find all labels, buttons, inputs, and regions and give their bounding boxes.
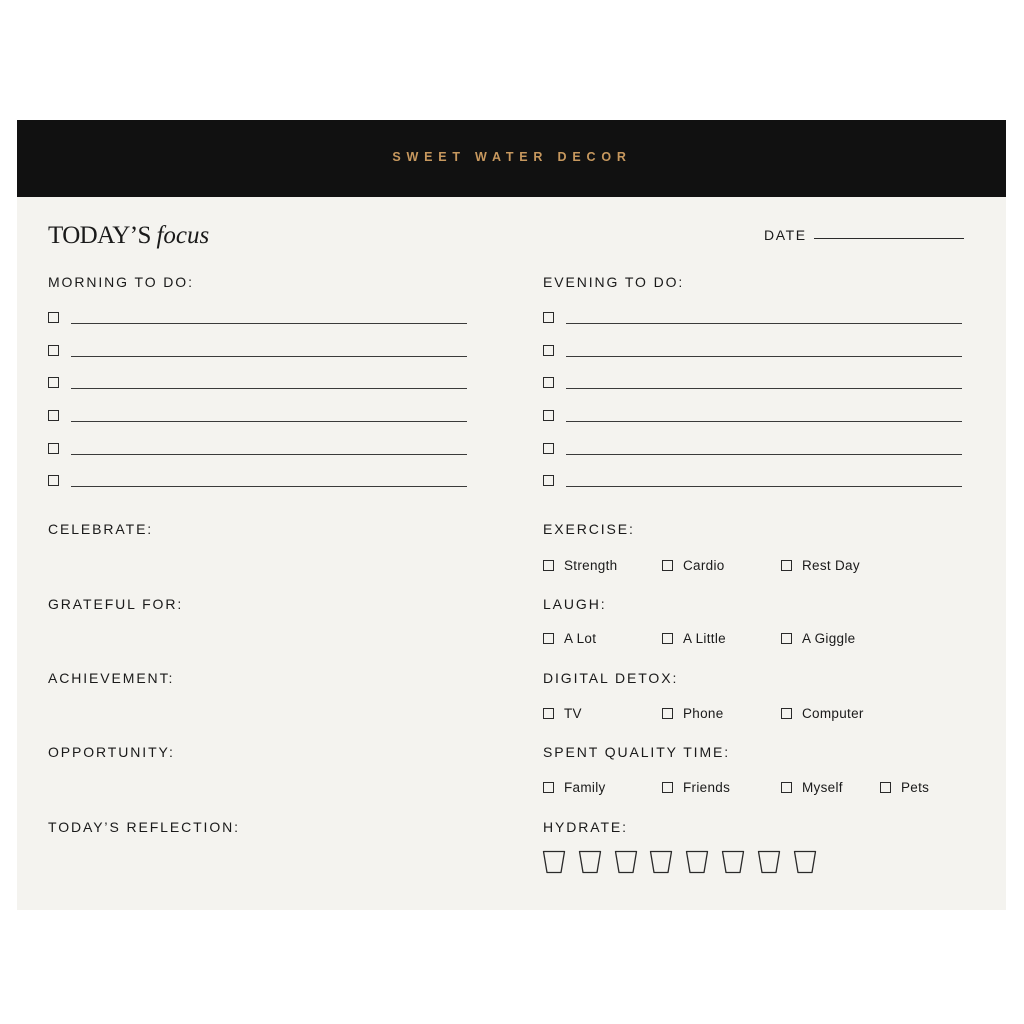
option-label: Family bbox=[564, 780, 606, 795]
option-label: Pets bbox=[901, 780, 930, 795]
evening-todo-line[interactable] bbox=[566, 454, 962, 455]
water-cup-icon[interactable] bbox=[542, 850, 566, 874]
option-checkbox[interactable] bbox=[543, 708, 554, 719]
option-label: Friends bbox=[683, 780, 731, 795]
evening-todo-checkbox[interactable] bbox=[543, 475, 554, 486]
option-label: A Lot bbox=[564, 631, 597, 646]
morning-todo-checkbox[interactable] bbox=[48, 377, 59, 388]
evening-todo-checkbox[interactable] bbox=[543, 410, 554, 421]
option-checkbox[interactable] bbox=[662, 708, 673, 719]
water-cup-icon[interactable] bbox=[614, 850, 638, 874]
morning-todo-line[interactable] bbox=[71, 421, 467, 422]
title-main: TODAY’S bbox=[48, 222, 151, 249]
option-label: Computer bbox=[802, 706, 864, 721]
option-checkbox[interactable] bbox=[662, 782, 673, 793]
date-field[interactable] bbox=[814, 238, 964, 239]
morning-todo-checkbox[interactable] bbox=[48, 312, 59, 323]
water-cup-icon[interactable] bbox=[757, 850, 781, 874]
option-checkbox[interactable] bbox=[781, 782, 792, 793]
option-label: Cardio bbox=[683, 558, 725, 573]
morning-todo-checkbox[interactable] bbox=[48, 345, 59, 356]
option-checkbox[interactable] bbox=[781, 560, 792, 571]
option-checkbox[interactable] bbox=[662, 633, 673, 644]
option-label: Myself bbox=[802, 780, 843, 795]
option-checkbox[interactable] bbox=[543, 782, 554, 793]
morning-todo-line[interactable] bbox=[71, 454, 467, 455]
grateful-heading: GRATEFUL FOR: bbox=[48, 596, 184, 612]
evening-todo-line[interactable] bbox=[566, 323, 962, 324]
option-checkbox[interactable] bbox=[880, 782, 891, 793]
morning-todo-line[interactable] bbox=[71, 323, 467, 324]
morning-todo-line[interactable] bbox=[71, 486, 467, 487]
digital-detox-heading: DIGITAL DETOX: bbox=[543, 670, 679, 686]
water-cup-icon[interactable] bbox=[649, 850, 673, 874]
option-label: TV bbox=[564, 706, 582, 721]
hydrate-heading: HYDRATE: bbox=[543, 819, 628, 835]
evening-todo-checkbox[interactable] bbox=[543, 345, 554, 356]
laugh-heading: LAUGH: bbox=[543, 596, 607, 612]
morning-todo-checkbox[interactable] bbox=[48, 475, 59, 486]
option-label: A Little bbox=[683, 631, 726, 646]
date-label: DATE bbox=[764, 227, 807, 243]
option-label: Phone bbox=[683, 706, 724, 721]
morning-todo-checkbox[interactable] bbox=[48, 410, 59, 421]
opportunity-heading: OPPORTUNITY: bbox=[48, 744, 175, 760]
option-checkbox[interactable] bbox=[781, 708, 792, 719]
option-label: A Giggle bbox=[802, 631, 856, 646]
evening-todo-line[interactable] bbox=[566, 421, 962, 422]
quality-time-heading: SPENT QUALITY TIME: bbox=[543, 744, 731, 760]
achievement-heading: ACHIEVEMENT: bbox=[48, 670, 175, 686]
celebrate-heading: CELEBRATE: bbox=[48, 521, 154, 537]
option-label: Rest Day bbox=[802, 558, 860, 573]
morning-todo-heading: MORNING TO DO: bbox=[48, 274, 194, 290]
morning-todo-line[interactable] bbox=[71, 356, 467, 357]
evening-todo-checkbox[interactable] bbox=[543, 377, 554, 388]
morning-todo-line[interactable] bbox=[71, 388, 467, 389]
option-checkbox[interactable] bbox=[781, 633, 792, 644]
evening-todo-heading: EVENING TO DO: bbox=[543, 274, 685, 290]
brand-name: SWEET WATER DECOR bbox=[392, 150, 632, 164]
title-script: focus bbox=[156, 222, 210, 249]
option-checkbox[interactable] bbox=[543, 633, 554, 644]
page-title bbox=[48, 222, 209, 250]
water-cup-icon[interactable] bbox=[793, 850, 817, 874]
water-cup-icon[interactable] bbox=[685, 850, 709, 874]
evening-todo-checkbox[interactable] bbox=[543, 312, 554, 323]
evening-todo-line[interactable] bbox=[566, 388, 962, 389]
option-label: Strength bbox=[564, 558, 618, 573]
evening-todo-line[interactable] bbox=[566, 356, 962, 357]
reflection-heading: TODAY’S REFLECTION: bbox=[48, 819, 240, 835]
option-checkbox[interactable] bbox=[662, 560, 673, 571]
water-cup-icon[interactable] bbox=[721, 850, 745, 874]
morning-todo-checkbox[interactable] bbox=[48, 443, 59, 454]
exercise-heading: EXERCISE: bbox=[543, 521, 635, 537]
evening-todo-line[interactable] bbox=[566, 486, 962, 487]
evening-todo-checkbox[interactable] bbox=[543, 443, 554, 454]
water-cup-icon[interactable] bbox=[578, 850, 602, 874]
option-checkbox[interactable] bbox=[543, 560, 554, 571]
